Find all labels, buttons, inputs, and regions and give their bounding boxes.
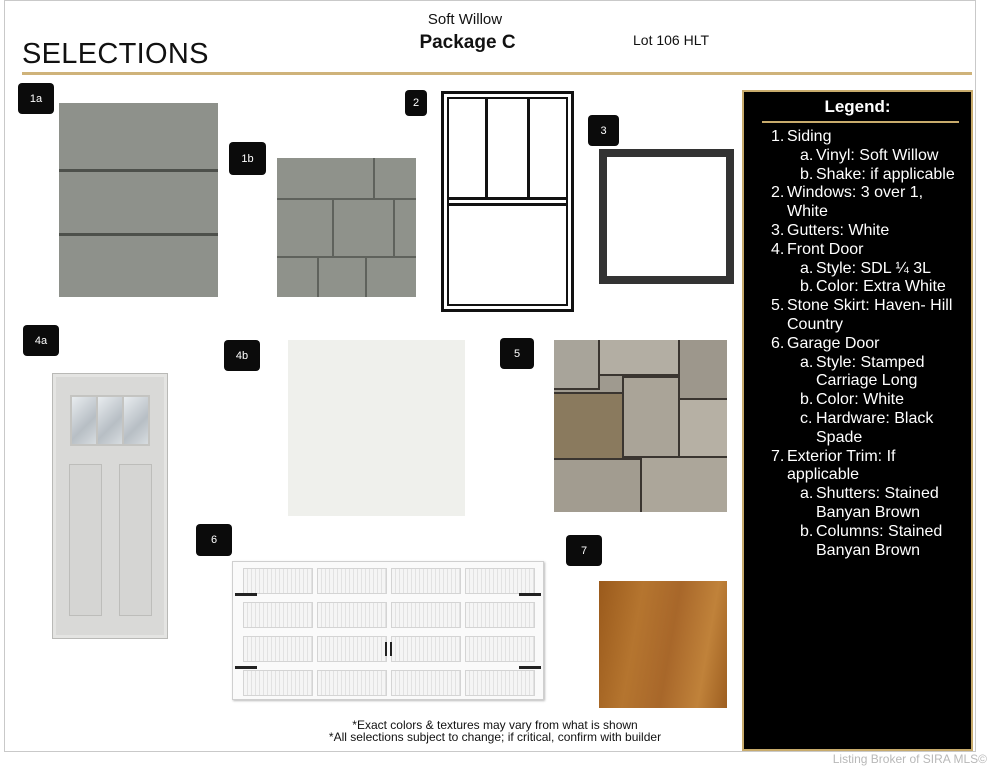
legend-marker: 2. bbox=[771, 184, 785, 202]
legend-line: Color: White bbox=[816, 391, 905, 409]
disclaimer-changes: *All selections subject to change; if critical, confirm with builder bbox=[328, 730, 662, 744]
gutter-sample bbox=[599, 149, 734, 284]
legend-line: Country bbox=[787, 316, 844, 333]
lot-number: Lot 106 HLT bbox=[633, 32, 710, 48]
legend-panel bbox=[742, 90, 973, 751]
vinyl-siding-sample bbox=[59, 103, 218, 297]
legend-marker: a. bbox=[800, 485, 814, 503]
legend-line: Gutters: White bbox=[787, 222, 890, 239]
front-door-sample bbox=[52, 373, 168, 639]
package-name: Package C bbox=[419, 32, 516, 53]
badge-5: 5 bbox=[500, 338, 534, 369]
badge-4a: 4a bbox=[23, 325, 59, 356]
hinge-icon bbox=[235, 666, 257, 669]
legend-line: Windows: 3 over 1, bbox=[787, 184, 924, 202]
badge-3: 3 bbox=[588, 115, 619, 146]
legend-marker: 3. bbox=[771, 222, 785, 239]
handle-icon bbox=[385, 642, 387, 656]
legend-marker: b. bbox=[800, 165, 814, 183]
legend-line: Hardware: Black bbox=[816, 410, 934, 427]
legend-marker: 4. bbox=[771, 240, 785, 258]
legend-marker: a. bbox=[800, 259, 814, 277]
handle-icon bbox=[390, 642, 392, 656]
legend-marker: a. bbox=[800, 353, 814, 371]
legend-line: Banyan Brown bbox=[816, 541, 921, 559]
badge-2: 2 bbox=[405, 90, 427, 116]
legend-line: Carriage Long bbox=[816, 372, 918, 390]
legend-line: Style: SDL ¼ 3L bbox=[816, 259, 932, 277]
stone-skirt-sample bbox=[554, 340, 727, 512]
legend-marker: b. bbox=[800, 391, 814, 409]
garage-door-sample bbox=[232, 561, 544, 700]
legend-marker: 7. bbox=[771, 447, 785, 465]
legend-marker: 5. bbox=[771, 297, 785, 315]
legend-line: Columns: Stained bbox=[816, 522, 943, 540]
hinge-icon bbox=[235, 593, 257, 596]
legend-line: Vinyl: Soft Willow bbox=[816, 146, 939, 164]
badge-6: 6 bbox=[196, 524, 232, 556]
window-sample bbox=[441, 91, 574, 312]
color-scheme-name: Soft Willow bbox=[427, 11, 503, 28]
legend-line: Shutters: Stained bbox=[816, 485, 939, 503]
legend-marker: c. bbox=[800, 410, 813, 427]
legend-line: Exterior Trim: If bbox=[787, 447, 896, 465]
legend-divider bbox=[762, 121, 959, 123]
legend-line: Stone Skirt: Haven- Hill bbox=[787, 297, 953, 315]
header-divider bbox=[22, 72, 972, 75]
badge-1a: 1a bbox=[18, 83, 54, 114]
legend-line: White bbox=[787, 203, 828, 221]
legend-marker: b. bbox=[800, 278, 814, 296]
legend-line: Garage Door bbox=[787, 334, 880, 352]
hinge-icon bbox=[519, 666, 541, 669]
badge-4b: 4b bbox=[224, 340, 260, 371]
legend-marker: 1. bbox=[771, 128, 785, 145]
legend-line: Shake: if applicable bbox=[816, 165, 955, 183]
shake-siding-sample bbox=[277, 158, 416, 297]
legend-line: Siding bbox=[787, 128, 832, 145]
legend-marker: 6. bbox=[771, 334, 785, 352]
page-title: SELECTIONS bbox=[22, 38, 209, 70]
hinge-icon bbox=[519, 593, 541, 596]
disclaimer-colors: *Exact colors & textures may vary from what is shown bbox=[352, 718, 638, 732]
door-color-swatch bbox=[288, 340, 465, 516]
legend-line: applicable bbox=[787, 466, 860, 484]
legend-marker: b. bbox=[800, 522, 814, 540]
legend-line: Style: Stamped bbox=[816, 353, 925, 371]
legend-line: Color: Extra White bbox=[816, 278, 946, 296]
listing-watermark: Listing Broker of SIRA MLS© bbox=[832, 752, 987, 766]
legend-title: Legend: bbox=[824, 97, 891, 116]
legend-marker: a. bbox=[800, 146, 814, 164]
badge-1b: 1b bbox=[229, 142, 266, 175]
badge-7: 7 bbox=[566, 535, 602, 566]
legend-line: Banyan Brown bbox=[816, 504, 921, 521]
legend-line: Front Door bbox=[787, 240, 864, 258]
stained-wood-swatch bbox=[599, 581, 727, 708]
legend-line: Spade bbox=[816, 428, 863, 446]
